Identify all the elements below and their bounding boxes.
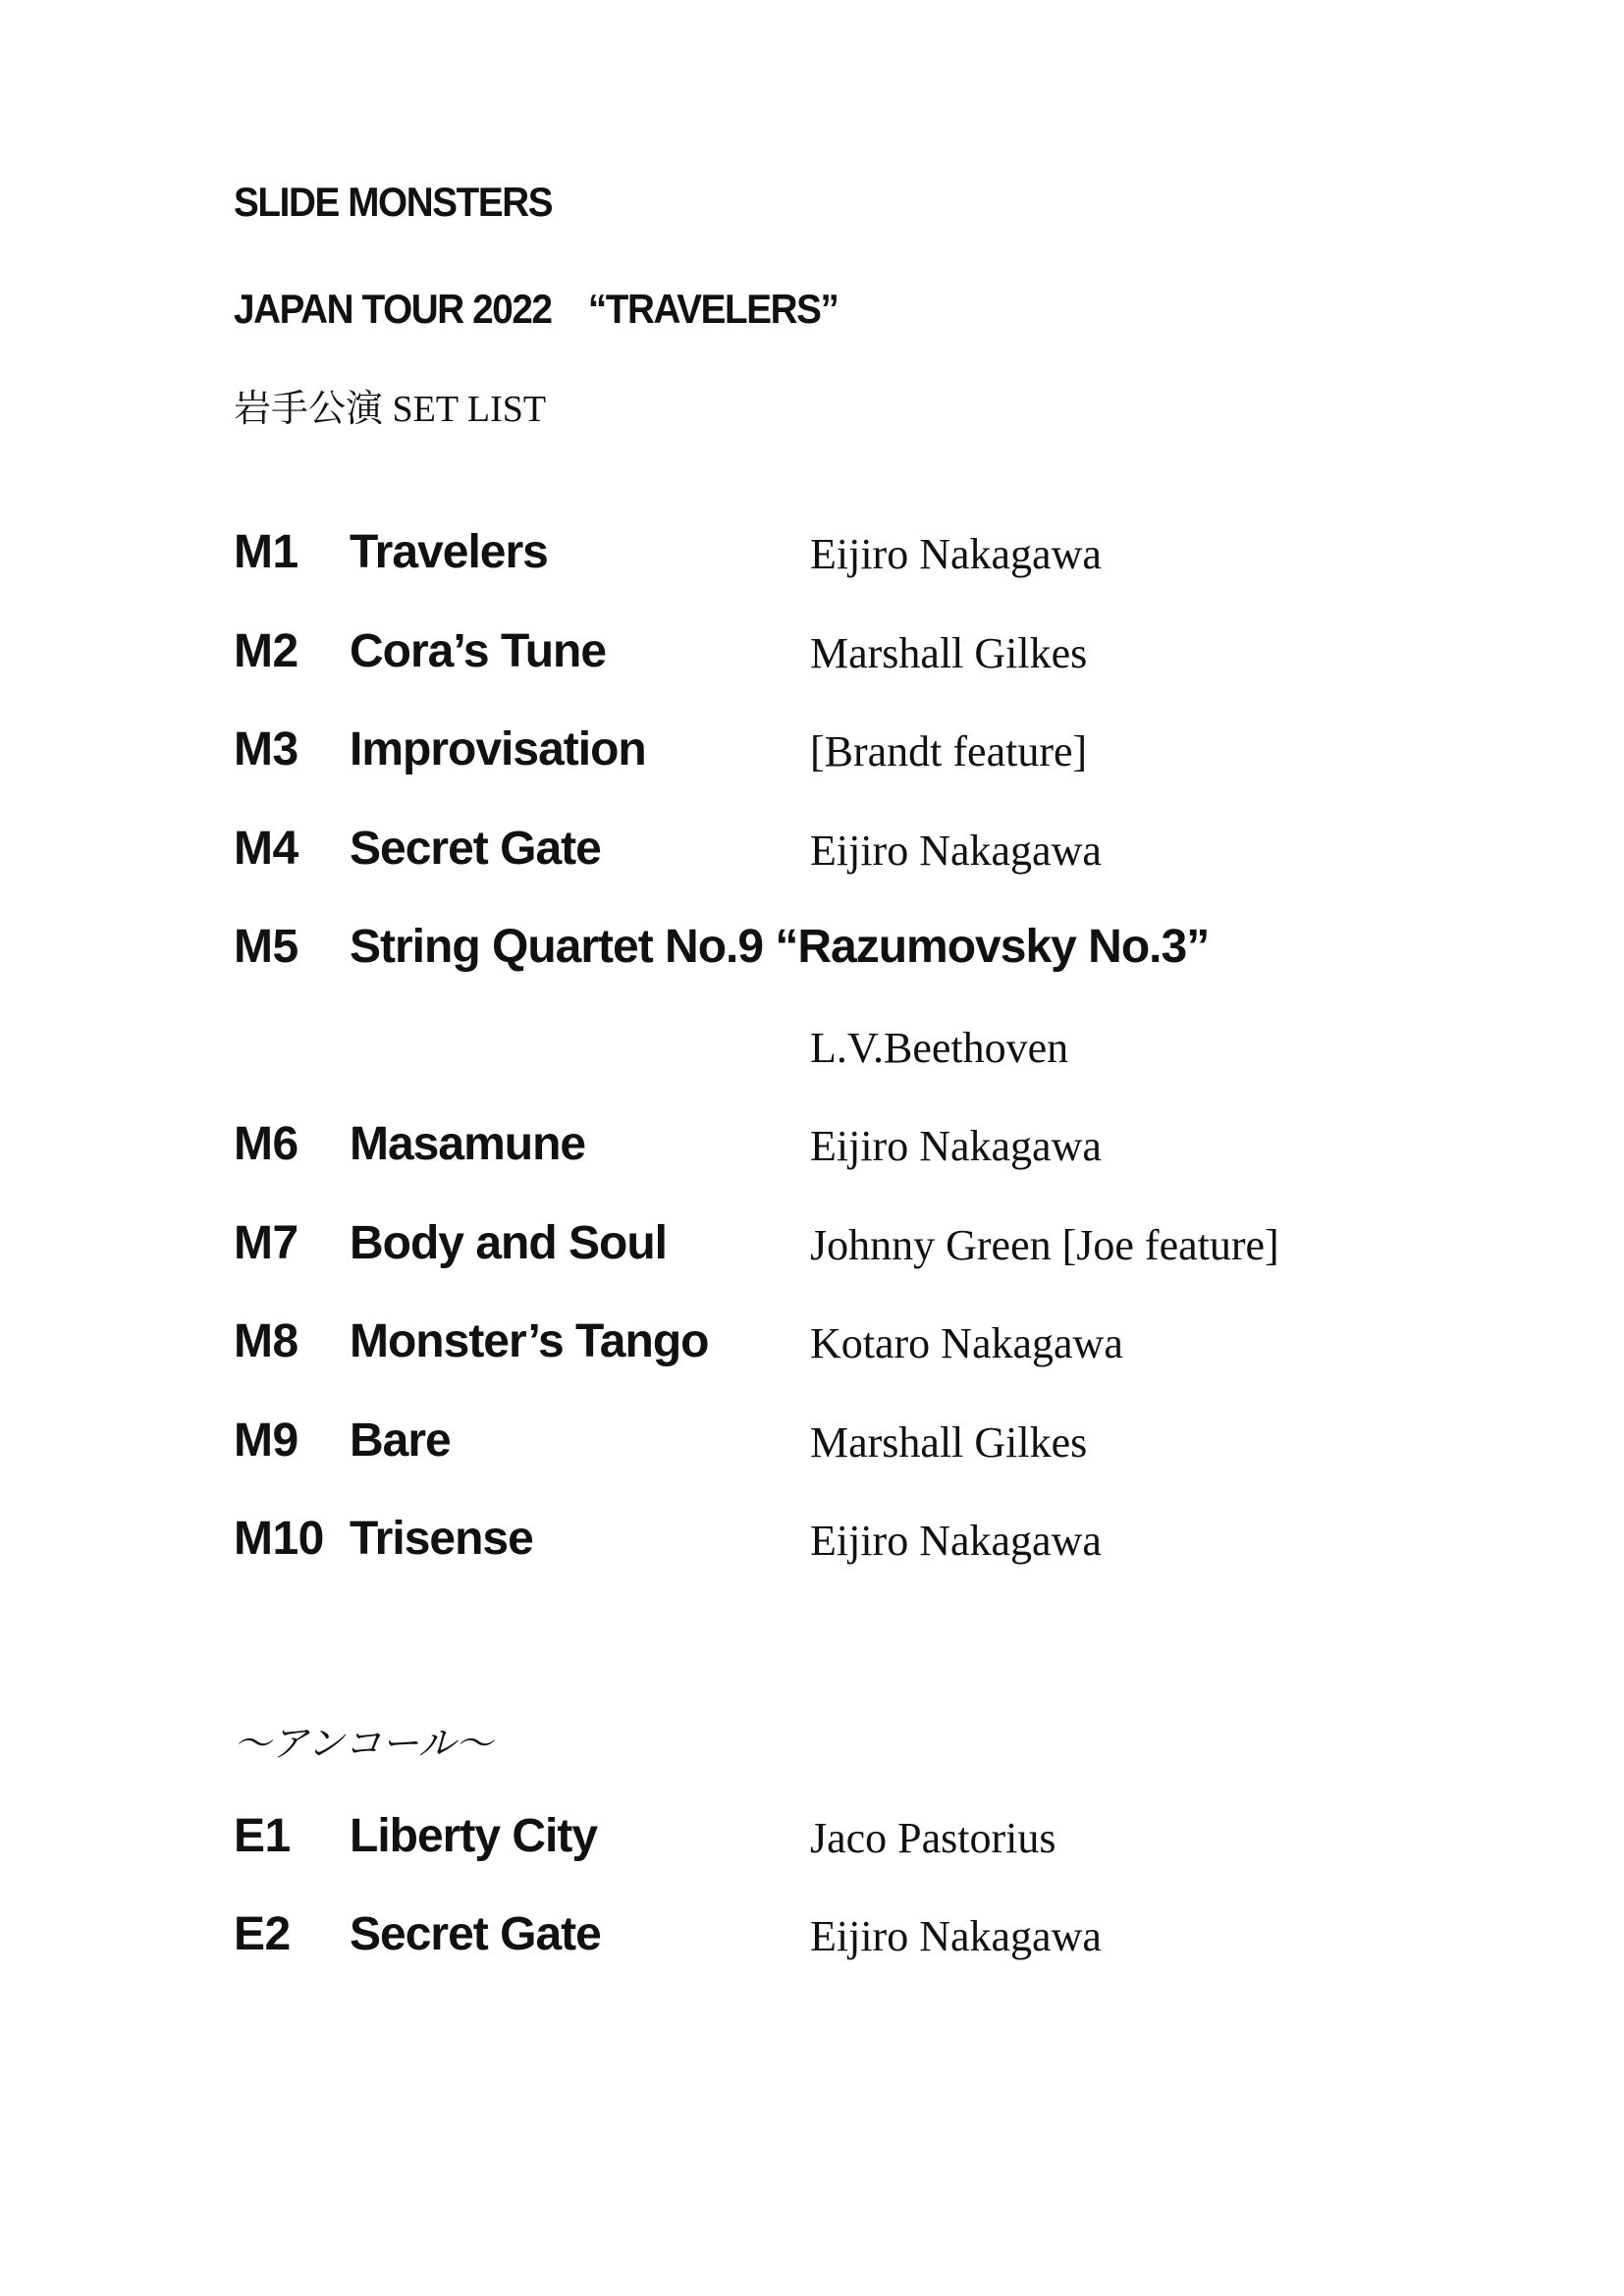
setlist-row-continuation <box>0 1019 1624 1078</box>
setlist-title: 岩手公演 SET LIST <box>234 389 547 430</box>
song-number: M4 <box>234 823 298 875</box>
song-title: Secret Gate <box>350 823 601 875</box>
song-composer: Eijiro Nakagawa <box>810 827 1102 875</box>
setlist-row <box>0 624 1624 683</box>
song-composer: L.V.Beethoven <box>810 1024 1069 1072</box>
song-composer: Eijiro Nakagawa <box>810 1122 1102 1170</box>
song-number: M7 <box>234 1217 298 1269</box>
song-number: M2 <box>234 625 298 677</box>
setlist-row <box>0 1216 1624 1275</box>
song-composer: Marshall Gilkes <box>810 629 1088 677</box>
song-number: M6 <box>234 1118 298 1170</box>
setlist-row <box>0 722 1624 781</box>
encore-row <box>0 1809 1624 1868</box>
setlist-row <box>0 1314 1624 1373</box>
song-composer: Marshall Gilkes <box>810 1418 1088 1467</box>
song-title: Liberty City <box>350 1810 598 1862</box>
song-title: Bare <box>350 1415 451 1467</box>
setlist-row <box>0 920 1624 979</box>
song-title: Masamune <box>350 1118 586 1170</box>
song-title: Improvisation <box>350 723 646 775</box>
song-number: M9 <box>234 1415 298 1467</box>
setlist-row <box>0 1414 1624 1472</box>
setlist-row <box>0 1117 1624 1176</box>
song-composer: Johnny Green [Joe feature] <box>810 1221 1279 1269</box>
song-number: M10 <box>234 1513 324 1565</box>
song-composer: [Brandt feature] <box>810 727 1088 775</box>
tour-title: JAPAN TOUR 2022 “TRAVELERS” <box>234 286 839 332</box>
song-title: Trisense <box>350 1513 533 1565</box>
song-number: E2 <box>234 1908 291 1960</box>
song-number: E1 <box>234 1810 291 1862</box>
song-composer: Jaco Pastorius <box>810 1814 1056 1862</box>
song-title: Travelers <box>350 526 548 578</box>
setlist-row <box>0 1512 1624 1571</box>
setlist-row <box>0 525 1624 584</box>
song-composer: Eijiro Nakagawa <box>810 1517 1102 1565</box>
setlist-row <box>0 822 1624 881</box>
encore-row <box>0 1907 1624 1966</box>
band-name: SLIDE MONSTERS <box>234 179 553 225</box>
song-number: M8 <box>234 1315 298 1367</box>
song-number: M1 <box>234 526 298 578</box>
song-title: Cora’s Tune <box>350 625 607 677</box>
encore-label: ～アンコール～ <box>234 1724 493 1765</box>
song-composer: Eijiro Nakagawa <box>810 530 1102 578</box>
song-title: String Quartet No.9 “Razumovsky No.3” <box>350 921 1210 973</box>
song-number: M3 <box>234 723 298 775</box>
song-title: Secret Gate <box>350 1908 601 1960</box>
song-title: Monster’s Tango <box>350 1315 709 1367</box>
song-number: M5 <box>234 921 298 973</box>
song-title: Body and Soul <box>350 1217 667 1269</box>
song-composer: Eijiro Nakagawa <box>810 1912 1102 1960</box>
song-composer: Kotaro Nakagawa <box>810 1319 1123 1367</box>
